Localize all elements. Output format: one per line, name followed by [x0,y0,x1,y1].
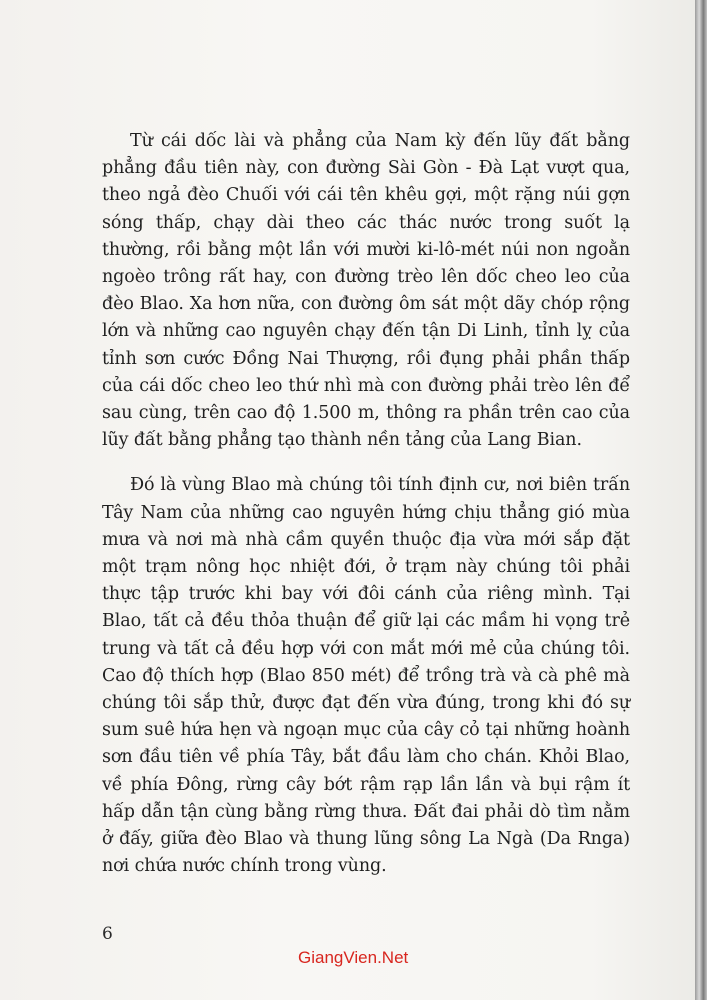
page-number: 6 [102,924,113,944]
body-text [102,128,630,880]
watermark: GiangVien.Net [298,948,409,967]
page-edge [695,0,707,1000]
paragraph-1: Từ cái dốc lài và phẳng của Nam kỳ đến lũy đất bằng phẳng đầu tiên này, con đường Sài Gòn - Đà Lạt vượt qua, theo ngả đèo Chuối với cái tên khêu gợi, một rặng núi gợn sóng thấp, chạy dài theo các thác nước trong suốt lạ thường, rồi bằng một lần với mười ki-lô-mét núi non ngoằn ngoèo trông rất hay, con đường trèo lên dốc cheo leo của đèo Blao. Xa hơn nữa, con đường ôm sát một dãy chóp rộng lớn và những cao nguyên chạy đến tận Di Linh, tỉnh lỵ của tỉnh sơn cước Đồng Nai Thượng, rồi đụng phải phần thấp của cái dốc cheo leo thứ nhì mà con đường phải trèo lên để sau cùng, trên cao độ 1.500 m, thông ra phần trên cao của lũy đất bằng phẳng tạo thành nền tảng của Lang Bian. [102,131,630,451]
paragraph-2: Đó là vùng Blao mà chúng tôi tính định cư, nơi biên trấn Tây Nam của những cao nguyên hứng chịu thẳng gió mùa mưa và nơi mà nhà cầm quyền thuộc địa vừa mới sắp đặt một trạm nông học nhiệt đới, ở trạm này chúng tôi phải thực tập trước khi bay với đôi cánh của riêng mình. Tại Blao, tất cả đều thỏa thuận để giữ lại các mầm hi vọng trẻ trung và tất cả đều hợp với con mắt mới mẻ của chúng tôi. Cao độ thích hợp (Blao 850 mét) để trồng trà và cà phê mà chúng tôi sắp thử, được đạt đến vừa đúng, trong khi đó sự sum suê hứa hẹn và ngoạn mục của cây cỏ tại những hoành sơn đầu tiên về phía Tây, bắt đầu làm cho chán. Khỏi Blao, về phía Đông, rừng cây bớt rậm rạp lần lần và bụi rậm ít hấp dẫn tận cùng bằng rừng thưa. Đất đai phải dò tìm nằm ở đấy, giữa đèo Blao và thung lũng sông La Ngà (Da Rnga) nơi chứa nước chính trong vùng. [102,475,630,877]
